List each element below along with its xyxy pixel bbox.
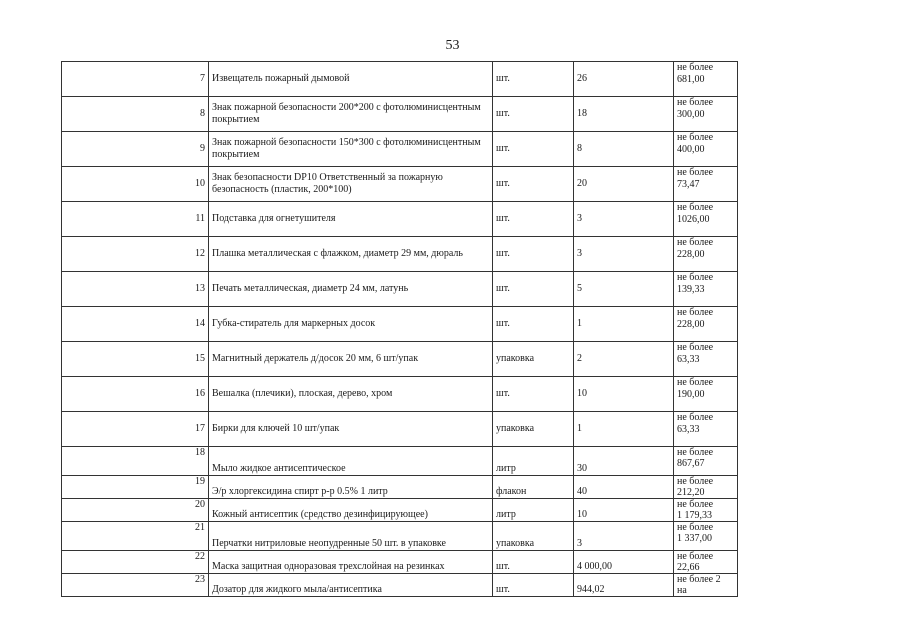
price-label: не более bbox=[677, 132, 714, 143]
max-price bbox=[674, 499, 738, 522]
price-label: не более bbox=[677, 342, 714, 353]
price-value: 228,00 bbox=[677, 249, 705, 260]
table-row bbox=[62, 412, 738, 447]
price-label: не более bbox=[677, 167, 714, 178]
row-number: 18 bbox=[62, 447, 209, 476]
item-name: Печать металлическая, диаметр 24 мм, латунь bbox=[209, 272, 493, 307]
item-name: Дозатор для жидкого мыла/антисептика bbox=[209, 574, 493, 597]
max-price bbox=[674, 132, 738, 167]
item-name: Перчатки нитриловые неопудренные 50 шт. в упаковке bbox=[209, 522, 493, 551]
row-number: 16 bbox=[62, 377, 209, 412]
item-name: Знак пожарной безопасности 200*200 с фотолюминисцентным покрытием bbox=[209, 97, 493, 132]
quantity: 2 bbox=[574, 342, 674, 377]
unit-of-measure: шт. bbox=[493, 167, 574, 202]
row-number: 20 bbox=[62, 499, 209, 522]
price-value: 867,67 bbox=[677, 458, 705, 469]
price-label: не более bbox=[677, 272, 714, 283]
price-value: 73,47 bbox=[677, 179, 700, 190]
item-name: Губка-стиратель для маркерных досок bbox=[209, 307, 493, 342]
price-label: не более bbox=[677, 307, 714, 318]
unit-of-measure: шт. bbox=[493, 574, 574, 597]
unit-of-measure: шт. bbox=[493, 237, 574, 272]
price-label: не более bbox=[677, 447, 714, 458]
price-label: не более bbox=[677, 412, 714, 423]
table-row bbox=[62, 476, 738, 499]
price-label: не более 2 bbox=[677, 574, 721, 585]
row-number: 21 bbox=[62, 522, 209, 551]
item-name: Плашка металлическая с флажком, диаметр 29 мм, дюраль bbox=[209, 237, 493, 272]
table-row bbox=[62, 167, 738, 202]
row-number: 15 bbox=[62, 342, 209, 377]
item-name: Бирки для ключей 10 шт/упак bbox=[209, 412, 493, 447]
unit-of-measure: шт. bbox=[493, 62, 574, 97]
price-label: не более bbox=[677, 377, 714, 388]
table-row bbox=[62, 342, 738, 377]
max-price bbox=[674, 272, 738, 307]
unit-of-measure: шт. bbox=[493, 97, 574, 132]
price-value: 681,00 bbox=[677, 74, 705, 85]
max-price bbox=[674, 342, 738, 377]
max-price bbox=[674, 202, 738, 237]
table-row bbox=[62, 272, 738, 307]
max-price bbox=[674, 237, 738, 272]
price-label: не более bbox=[677, 202, 714, 213]
quantity: 10 bbox=[574, 499, 674, 522]
unit-of-measure: литр bbox=[493, 499, 574, 522]
page-number: 53 bbox=[445, 38, 460, 53]
price-label: не более bbox=[677, 237, 714, 248]
table-row bbox=[62, 574, 738, 597]
price-label: не более bbox=[677, 62, 714, 73]
item-name: Знак пожарной безопасности 150*300 с фотолюминисцентным покрытием bbox=[209, 132, 493, 167]
item-name: Маска защитная одноразовая трехслойная на резинках bbox=[209, 551, 493, 574]
price-value: 63,33 bbox=[677, 354, 700, 365]
price-value: 300,00 bbox=[677, 109, 705, 120]
price-label: не более bbox=[677, 499, 714, 510]
row-number: 13 bbox=[62, 272, 209, 307]
unit-of-measure: шт. bbox=[493, 132, 574, 167]
price-label: не более bbox=[677, 551, 714, 562]
table-row bbox=[62, 202, 738, 237]
table-row bbox=[62, 132, 738, 167]
quantity: 20 bbox=[574, 167, 674, 202]
max-price bbox=[674, 97, 738, 132]
table-row bbox=[62, 522, 738, 551]
unit-of-measure: шт. bbox=[493, 551, 574, 574]
max-price bbox=[674, 476, 738, 499]
quantity: 18 bbox=[574, 97, 674, 132]
table-row bbox=[62, 499, 738, 522]
price-value: 139,33 bbox=[677, 284, 705, 295]
row-number: 11 bbox=[62, 202, 209, 237]
max-price bbox=[674, 307, 738, 342]
table-row bbox=[62, 62, 738, 97]
item-name: Подставка для огнетушителя bbox=[209, 202, 493, 237]
row-number: 14 bbox=[62, 307, 209, 342]
price-value: 1 337,00 bbox=[677, 533, 712, 544]
quantity: 944,02 bbox=[574, 574, 674, 597]
price-value: на bbox=[677, 585, 687, 596]
row-number: 17 bbox=[62, 412, 209, 447]
max-price bbox=[674, 412, 738, 447]
price-value: 63,33 bbox=[677, 424, 700, 435]
unit-of-measure: упаковка bbox=[493, 342, 574, 377]
quantity: 1 bbox=[574, 307, 674, 342]
unit-of-measure: шт. bbox=[493, 202, 574, 237]
price-value: 22,66 bbox=[677, 562, 700, 573]
quantity: 8 bbox=[574, 132, 674, 167]
price-value: 1026,00 bbox=[677, 214, 710, 225]
unit-of-measure: шт. bbox=[493, 377, 574, 412]
items-table bbox=[61, 61, 738, 597]
table-row bbox=[62, 447, 738, 476]
quantity: 1 bbox=[574, 412, 674, 447]
item-name: Кожный антисептик (средство дезинфицирующее) bbox=[209, 499, 493, 522]
table-row bbox=[62, 237, 738, 272]
price-label: не более bbox=[677, 476, 714, 487]
price-label: не более bbox=[677, 97, 714, 108]
row-number: 10 bbox=[62, 167, 209, 202]
quantity: 10 bbox=[574, 377, 674, 412]
item-name: Мыло жидкое антисептическое bbox=[209, 447, 493, 476]
row-number: 9 bbox=[62, 132, 209, 167]
quantity: 3 bbox=[574, 522, 674, 551]
quantity: 40 bbox=[574, 476, 674, 499]
row-number: 7 bbox=[62, 62, 209, 97]
row-number: 8 bbox=[62, 97, 209, 132]
unit-of-measure: шт. bbox=[493, 272, 574, 307]
quantity: 26 bbox=[574, 62, 674, 97]
max-price bbox=[674, 62, 738, 97]
max-price bbox=[674, 522, 738, 551]
quantity: 30 bbox=[574, 447, 674, 476]
price-value: 1 179,33 bbox=[677, 510, 712, 521]
price-value: 400,00 bbox=[677, 144, 705, 155]
price-value: 212,20 bbox=[677, 487, 705, 498]
table-row bbox=[62, 377, 738, 412]
quantity: 4 000,00 bbox=[574, 551, 674, 574]
max-price bbox=[674, 551, 738, 574]
row-number: 12 bbox=[62, 237, 209, 272]
max-price bbox=[674, 574, 738, 597]
unit-of-measure: упаковка bbox=[493, 522, 574, 551]
max-price bbox=[674, 447, 738, 476]
unit-of-measure: флакон bbox=[493, 476, 574, 499]
max-price bbox=[674, 377, 738, 412]
quantity: 3 bbox=[574, 237, 674, 272]
table-row bbox=[62, 97, 738, 132]
item-name: Магнитный держатель д/досок 20 мм, 6 шт/упак bbox=[209, 342, 493, 377]
price-value: 228,00 bbox=[677, 319, 705, 330]
price-value: 190,00 bbox=[677, 389, 705, 400]
quantity: 5 bbox=[574, 272, 674, 307]
item-name: Вешалка (плечики), плоская, дерево, хром bbox=[209, 377, 493, 412]
row-number: 22 bbox=[62, 551, 209, 574]
table-row bbox=[62, 307, 738, 342]
unit-of-measure: шт. bbox=[493, 307, 574, 342]
max-price bbox=[674, 167, 738, 202]
item-name: Знак безопасности DP10 Ответственный за пожарную безопасность (пластик, 200*100) bbox=[209, 167, 493, 202]
quantity: 3 bbox=[574, 202, 674, 237]
table-row bbox=[62, 551, 738, 574]
unit-of-measure: упаковка bbox=[493, 412, 574, 447]
item-name: Э/р хлоргексидина спирт р-р 0.5% 1 литр bbox=[209, 476, 493, 499]
row-number: 19 bbox=[62, 476, 209, 499]
row-number: 23 bbox=[62, 574, 209, 597]
price-label: не более bbox=[677, 522, 714, 533]
item-name: Извещатель пожарный дымовой bbox=[209, 62, 493, 97]
unit-of-measure: литр bbox=[493, 447, 574, 476]
